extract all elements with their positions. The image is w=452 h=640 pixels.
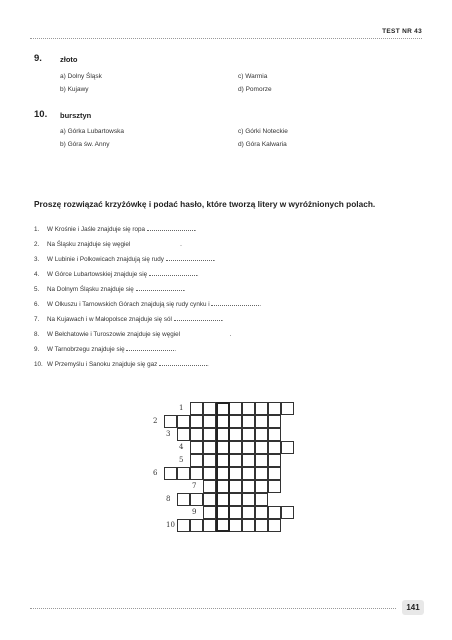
- crossword-cell[interactable]: [203, 454, 216, 467]
- crossword-cell[interactable]: [268, 480, 281, 493]
- crossword-cell[interactable]: [255, 493, 268, 506]
- crossword-number: 2: [153, 417, 158, 425]
- crossword-cell[interactable]: [255, 428, 268, 441]
- clue-9: 9. W Tarnobrzegu znajduje się .: [34, 346, 177, 353]
- clue-3: 3. W Lubinie i Polkowicach znajdują się rudy .: [34, 256, 216, 263]
- crossword-cell[interactable]: [177, 467, 190, 480]
- clue-4: 4. W Górce Lubartowskiej znajduje się .: [34, 271, 199, 278]
- crossword-cell[interactable]: [203, 428, 216, 441]
- crossword-cell[interactable]: [242, 415, 255, 428]
- crossword-cell[interactable]: [190, 415, 203, 428]
- crossword-cell[interactable]: [177, 415, 190, 428]
- crossword-cell[interactable]: [242, 506, 255, 519]
- crossword-number: 7: [192, 482, 197, 490]
- crossword-cell[interactable]: [229, 493, 242, 506]
- page-number: 141: [402, 600, 424, 615]
- crossword-cell[interactable]: [164, 415, 177, 428]
- q9-option-c: c) Warmia: [238, 73, 268, 80]
- crossword-number: 1: [179, 404, 184, 412]
- q10-option-d: d) Góra Kalwaria: [238, 141, 287, 148]
- q9-word: złoto: [60, 55, 78, 64]
- q10-option-a: a) Górka Lubartowska: [60, 128, 124, 135]
- clue-7: 7. Na Kujawach i w Małopolsce znajduje się sól .: [34, 316, 224, 323]
- crossword-cell[interactable]: [203, 506, 216, 519]
- crossword-cell[interactable]: [255, 480, 268, 493]
- crossword-instruction: Proszę rozwiązać krzyżówkę i podać hasło, które tworzą litery w wyróżnionych polach.: [34, 199, 376, 209]
- crossword-cell[interactable]: [281, 441, 294, 454]
- q9-option-b: b) Kujawy: [60, 86, 89, 93]
- crossword-cell[interactable]: [229, 402, 242, 415]
- clue-8: 8. W Bełchatowie i Turoszowie znajduje się węgiel .: [34, 331, 232, 338]
- crossword-cell[interactable]: [255, 506, 268, 519]
- crossword-cell[interactable]: [229, 519, 242, 532]
- crossword-cell[interactable]: [255, 454, 268, 467]
- crossword-cell[interactable]: [242, 467, 255, 480]
- crossword-cell[interactable]: [268, 428, 281, 441]
- crossword-cell[interactable]: [281, 506, 294, 519]
- crossword-number: 6: [153, 469, 158, 477]
- crossword-cell[interactable]: [229, 428, 242, 441]
- crossword-cell[interactable]: [281, 402, 294, 415]
- crossword-key-column: [216, 402, 230, 532]
- crossword-cell[interactable]: [242, 493, 255, 506]
- q10-number: 10.: [34, 109, 48, 120]
- crossword-cell[interactable]: [190, 467, 203, 480]
- clue-1: 1. W Krośnie i Jaśle znajduje się ropa .: [34, 226, 197, 233]
- crossword-number: 3: [166, 430, 171, 438]
- crossword-cell[interactable]: [229, 415, 242, 428]
- crossword-cell[interactable]: [255, 415, 268, 428]
- crossword-cell[interactable]: [190, 493, 203, 506]
- crossword-cell[interactable]: [203, 441, 216, 454]
- crossword-cell[interactable]: [255, 467, 268, 480]
- crossword-cell[interactable]: [242, 454, 255, 467]
- crossword-number: 8: [166, 495, 171, 503]
- crossword-cell[interactable]: [229, 506, 242, 519]
- crossword-number: 4: [179, 443, 184, 451]
- crossword-cell[interactable]: [229, 467, 242, 480]
- crossword-number: 5: [179, 456, 184, 464]
- crossword-cell[interactable]: [190, 428, 203, 441]
- crossword-cell[interactable]: [255, 441, 268, 454]
- q9-option-d: d) Pomorze: [238, 86, 272, 93]
- crossword-cell[interactable]: [268, 519, 281, 532]
- crossword-cell[interactable]: [242, 480, 255, 493]
- clue-2: 2. Na Śląsku znajduje się węgiel .: [34, 241, 182, 248]
- crossword-number: 9: [192, 508, 197, 516]
- crossword-cell[interactable]: [203, 480, 216, 493]
- crossword-cell[interactable]: [190, 402, 203, 415]
- crossword-cell[interactable]: [190, 441, 203, 454]
- crossword-cell[interactable]: [268, 402, 281, 415]
- q10-option-c: c) Górki Noteckie: [238, 128, 288, 135]
- crossword-cell[interactable]: [255, 402, 268, 415]
- q9-number: 9.: [34, 53, 42, 64]
- crossword-number: 10: [166, 521, 175, 529]
- q9-option-a: a) Dolny Śląsk: [60, 73, 102, 80]
- crossword-cell[interactable]: [229, 454, 242, 467]
- crossword-cell[interactable]: [229, 480, 242, 493]
- crossword-cell[interactable]: [268, 415, 281, 428]
- crossword-cell[interactable]: [203, 402, 216, 415]
- crossword-cell[interactable]: [203, 467, 216, 480]
- clue-6: 6. W Olkuszu i Tarnowskich Górach znajdują się rudy cynku i .: [34, 301, 262, 308]
- crossword-cell[interactable]: [242, 428, 255, 441]
- q10-option-b: b) Góra św. Anny: [60, 141, 110, 148]
- crossword-cell[interactable]: [242, 402, 255, 415]
- crossword-cell[interactable]: [268, 467, 281, 480]
- crossword-cell[interactable]: [190, 519, 203, 532]
- crossword-cell[interactable]: [203, 493, 216, 506]
- crossword-cell[interactable]: [203, 519, 216, 532]
- crossword-cell[interactable]: [190, 454, 203, 467]
- crossword-cell[interactable]: [268, 454, 281, 467]
- crossword-cell[interactable]: [242, 441, 255, 454]
- crossword-cell[interactable]: [242, 519, 255, 532]
- clue-5: 5. Na Dolnym Śląsku znajduje się .: [34, 286, 186, 293]
- crossword-cell[interactable]: [255, 519, 268, 532]
- footer-divider: [30, 608, 396, 609]
- crossword-cell[interactable]: [177, 428, 190, 441]
- test-label: TEST NR 43: [382, 28, 422, 35]
- crossword-cell[interactable]: [177, 519, 190, 532]
- crossword-cell[interactable]: [177, 493, 190, 506]
- q10-word: bursztyn: [60, 111, 92, 120]
- crossword-cell[interactable]: [268, 506, 281, 519]
- crossword-cell[interactable]: [164, 467, 177, 480]
- crossword-cell[interactable]: [268, 441, 281, 454]
- crossword-cell[interactable]: [203, 415, 216, 428]
- clue-10: 10. W Przemyślu i Sanoku znajduje się gaz .: [34, 361, 209, 368]
- crossword-cell[interactable]: [229, 441, 242, 454]
